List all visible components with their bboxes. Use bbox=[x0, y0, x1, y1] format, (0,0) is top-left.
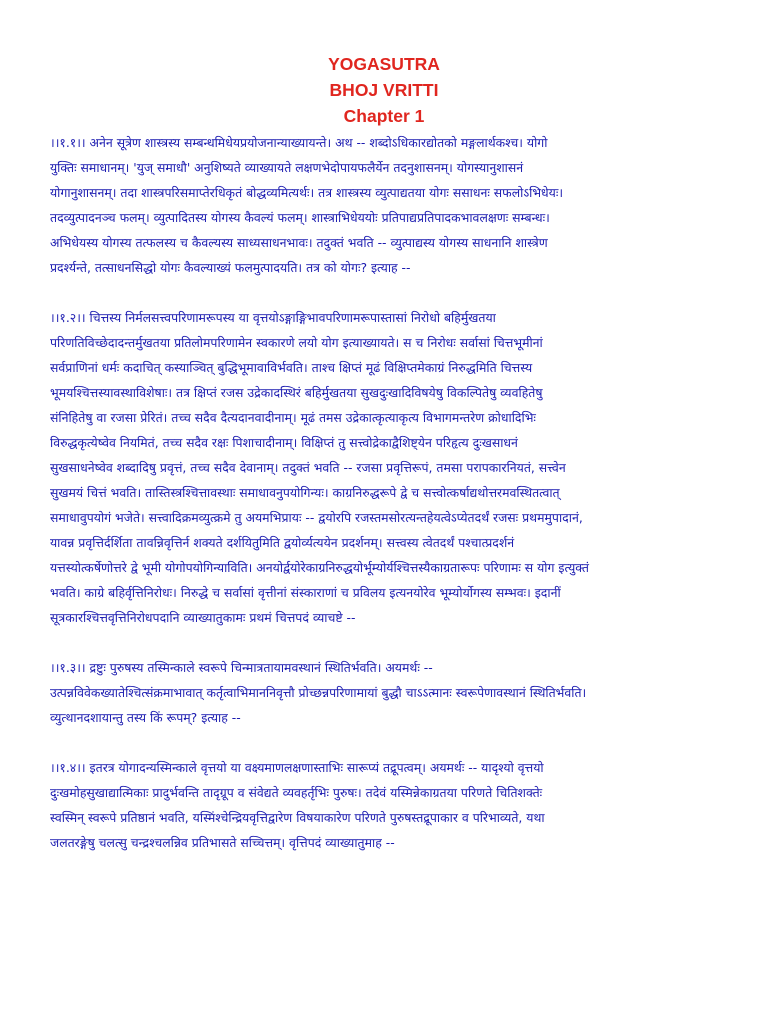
text-line: योगानुशासनम्। तदा शास्त्रपरिसमाप्तेरधिकृतं बोद्धव्यमित्यर्थः। तत्र शास्त्रस्य व्युत्पाद्यतया योगः ससाधनः सफलोऽभिधेयः। bbox=[50, 185, 564, 200]
text-line: सुखसाधनेष्वेव शब्दादिषु प्रवृत्तं, तच्च सदैव देवानाम्। तदुक्तं भवति -- रजसा प्रवृत्तिरूपं, तमसा परापकारनियतं, सत्त्वेन bbox=[50, 460, 566, 475]
paragraph bbox=[50, 655, 718, 730]
text-line: संनिहितेषु वा रजसा प्रेरितं। तच्च सदैव दैत्यदानवादीनाम्। मूढं तमस उद्रेकात्कृत्याकृत्य विभागमन्तरेण क्रोधादिभिः bbox=[50, 410, 536, 425]
header bbox=[0, 0, 768, 129]
text-line: तदव्युत्पादनञ्च फलम्। व्युत्पादितस्य योगस्य कैवल्यं फलम्। शास्त्राभिधेययोः प्रतिपाद्यप्रतिपादकभावलक्षणः सम्बन्धः। bbox=[50, 210, 550, 225]
text-line: यावन्न प्रवृत्तिर्दर्शिता तावन्निवृत्तिर्न शक्यते दर्शयितुमिति द्वयोर्व्यत्ययेन प्रदर्शनम्। सत्त्वस्य त्वेतदर्थं पश्चात्प्रदर्शनं bbox=[50, 535, 515, 550]
text-line: भवति। काग्रे बहिर्वृत्तिनिरोधः। निरुद्धे च सर्वासां वृत्तीनां संस्काराणां च प्रविलय इत्यनयोरेव भूम्योर्योगस्य सम्भवः। इदानीं bbox=[50, 585, 561, 600]
paragraph-gap bbox=[50, 630, 718, 655]
paragraph bbox=[50, 130, 718, 280]
text-line: ।।१.१।। अनेन सूत्रेण शास्त्रस्य सम्बन्धमिधेयप्रयोजनान्याख्यायन्ते। अथ -- शब्दोऽधिकारद्योतको मङ्गलार्थकश्च। योगो bbox=[50, 135, 548, 150]
paragraph bbox=[50, 305, 718, 630]
paragraph bbox=[50, 755, 718, 855]
paragraph-gap bbox=[50, 730, 718, 755]
text-line: प्रदर्श्यन्ते, तत्साधनसिद्धो योगः कैवल्याख्यं फलमुत्पादयति। तत्र को योगः? इत्याह -- bbox=[50, 260, 411, 275]
text-line: ।।१.४।। इतरत्र योगादन्यस्मिन्काले वृत्तयो या वक्ष्यमाणलक्षणास्ताभिः सारूप्यं तद्रूपत्वम्। अयमर्थः -- यादृश्यो वृत्तयो bbox=[50, 760, 544, 775]
text-line: यत्तस्योत्कर्षेणोत्तरे द्वे भूमी योगोपयोगिन्याविति। अनयोर्द्वयोरेकाग्रनिरुद्धयोर्भूम्योर्यश्चित्तस्यैकाग्रतारूपः परिणामः स योग इत्युक्तं bbox=[50, 560, 589, 575]
document-subtitle: BHOJ VRITTI bbox=[329, 80, 439, 100]
text-line: विरुद्धकृत्येष्वेव नियमितं, तच्च सदैव रक्षः पिशाचादीनाम्। विक्षिप्तं तु सत्त्वोद्रेकाद्वैशिष्ट्येन परिहृत्य दुःखसाधनं bbox=[50, 435, 518, 450]
text-line: भूमयश्चित्तस्यावस्थाविशेषाः। तत्र क्षिप्तं रजस उद्रेकादस्थिरं बहिर्मुखतया सुखदुःखादिविषयेषु विकल्पितेषु व्यवहितेषु bbox=[50, 385, 543, 400]
body-text bbox=[50, 130, 718, 855]
text-line: सूत्रकारश्चित्तवृत्तिनिरोधपदानि व्याख्यातुकामः प्रथमं चित्तपदं व्याचष्टे -- bbox=[50, 610, 356, 625]
text-line: अभिधेयस्य योगस्य तत्फलस्य च कैवल्यस्य साध्यसाधनभावः। तदुक्तं भवति -- व्युत्पाद्यस्य योगस्य साधनानि शास्त्रेण bbox=[50, 235, 548, 250]
text-line: व्युत्थानदशायान्तु तस्य किं रूपम्? इत्याह -- bbox=[50, 710, 241, 725]
text-line: सर्वप्राणिनां धर्मः कदाचित् कस्याञ्चित् बुद्धिभूमावाविर्भवति। ताश्च क्षिप्तं मूढं विक्षिप्तमेकाग्रं निरुद्धमिति चित्तस्य bbox=[50, 360, 533, 375]
text-line: स्वस्मिन् स्वरूपे प्रतिष्ठानं भवति, यस्मिंश्चेन्द्रियवृत्तिद्वारेण विषयाकारेण परिणते पुरुषस्तद्रूपाकार व परिभाव्यते, यथा bbox=[50, 810, 545, 825]
chapter-heading: Chapter 1 bbox=[343, 106, 425, 126]
paragraph-gap bbox=[50, 280, 718, 305]
text-line: दुःखमोहसुखाद्यात्मिकाः प्रादुर्भवन्ति तादृग्रूप व संवेद्यते व्यवहर्तृभिः पुरुषः। तदेवं यस्मिन्नेकाग्रतया परिणते चितिशक्तेः bbox=[50, 785, 543, 800]
text-line: जलतरङ्गेषु चलत्सु चन्द्रश्चलन्निव प्रतिभासते सच्चित्तम्। वृत्तिपदं व्याख्यातुमाह -- bbox=[50, 835, 395, 850]
document-title: YOGASUTRA bbox=[328, 54, 440, 74]
text-line: ।।१.३।। द्रष्टुः पुरुषस्य तस्मिन्काले स्वरूपे चिन्मात्रतायामवस्थानं स्थितिर्भवति। अयमर्थः -- bbox=[50, 660, 433, 675]
text-line: परिणतिविच्छेदादन्तर्मुखतया प्रतिलोमपरिणामेन स्वकारणे लयो योग इत्याख्यायते। स च निरोधः सर्वासां चित्तभूमीनां bbox=[50, 335, 543, 350]
text-line: समाधावुपयोगं भजेते। सत्त्वादिक्रमव्युत्क्रमे तु अयमभिप्रायः -- द्वयोरपि रजस्तमसोरत्यन्तहेयत्वेऽप्येतदर्थं रजसः प्रथममुपादानं, bbox=[50, 510, 583, 525]
text-line: उत्पन्नविवेकख्यातेश्चित्संक्रमाभावात् कर्तृत्वाभिमाननिवृत्तौ प्रोच्छन्नपरिणामायां बुद्धौ चाऽऽत्मानः स्वरूपेणावस्थानं स्थितिर्भवति। bbox=[50, 685, 587, 700]
text-line: युक्तिः समाधानम्। 'युज् समाधौ' अनुशिष्यते व्याख्यायते लक्षणभेदोपायफलैर्येन तदनुशासनम्। योगस्यानुशासनं bbox=[50, 160, 524, 175]
text-line: सुखमयं चित्तं भवति। तास्तिस्त्रश्चित्तावस्थाः समाधावनुपयोगिन्यः। काग्रनिरुद्धरूपे द्वे च सत्त्वोत्कर्षाद्यथोत्तरमवस्थितत्वात् bbox=[50, 485, 560, 500]
text-line: ।।१.२।। चित्तस्य निर्मलसत्त्वपरिणामरूपस्य या वृत्तयोऽङ्गाङ्गिभावपरिणामरूपास्तासां निरोधो बहिर्मुखतया bbox=[50, 310, 496, 325]
